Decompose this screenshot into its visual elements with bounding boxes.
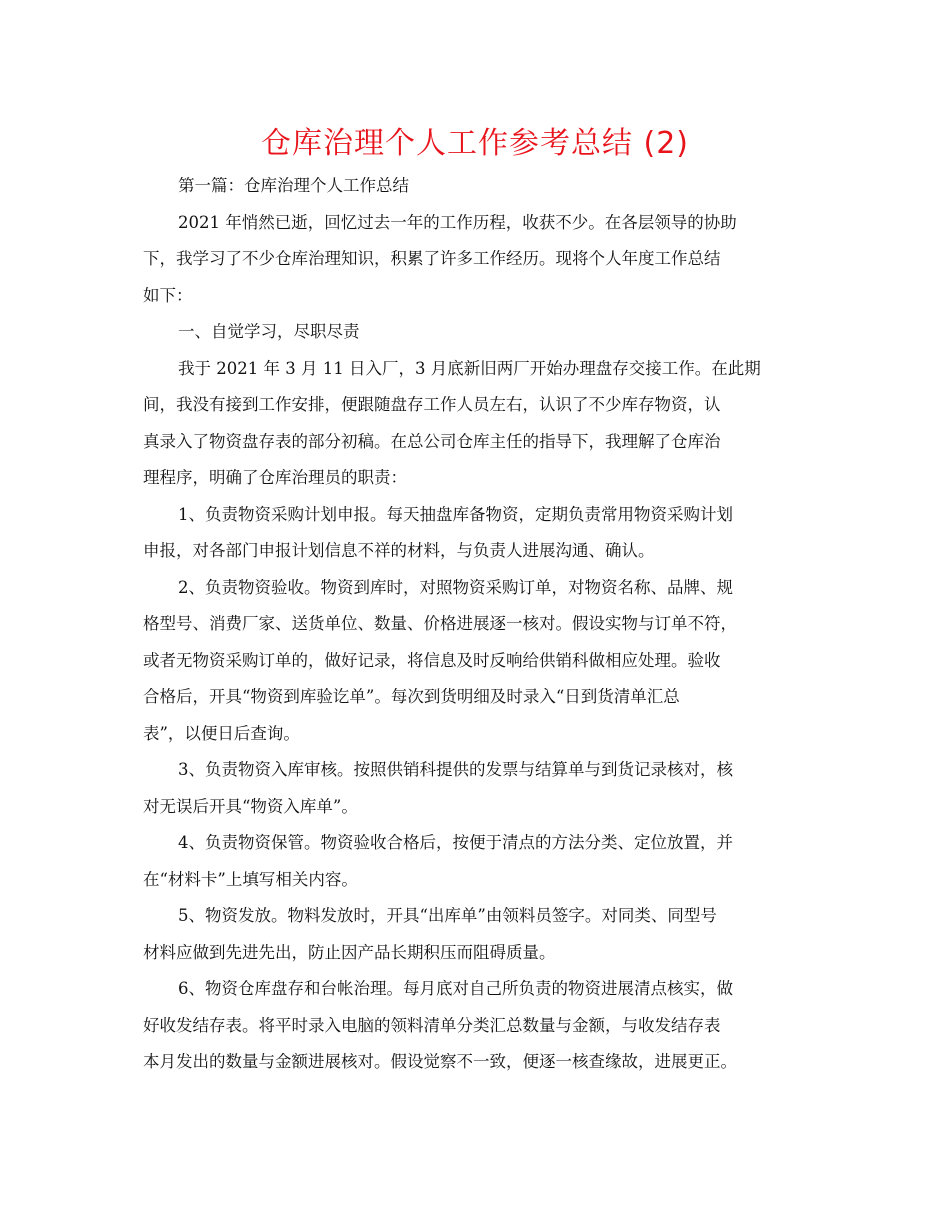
text-line: 格型号、消费厂家、送货单位、数量、价格进展逐一核对。假设实物与订单不符， xyxy=(143,614,737,633)
text-line: 1、负责物资采购计划申报。每天抽盘库备物资，定期负责常用物资采购计划 xyxy=(178,504,733,524)
text-line: 合格后，开具“物资到库验讫单”。每次到货明细及时录入“日到货清单汇总 xyxy=(143,687,680,706)
text-line: 对无误后开具“物资入库单”。 xyxy=(143,796,358,816)
section-heading: 一、自觉学习，尽职尽责 xyxy=(178,322,360,341)
text-line: 4、负责物资保管。物资验收合格后，按便于清点的方法分类、定位放置，并 xyxy=(178,833,733,852)
text-line: 我于 2021 年 3 月 11 日入厂，3 月底新旧两厂开始办理盘存交接工作。在此期 xyxy=(178,358,761,378)
text-line: 2、负责物资验收。物资到库时，对照物资采购订单，对物资名称、品牌、规 xyxy=(178,577,733,597)
text-line: 2021 年悄然已逝，回忆过去一年的工作历程，收获不少。在各层领导的协助 xyxy=(178,212,737,232)
text-line: 好收发结存表。将平时录入电脑的领料清单分类汇总数量与金额，与收发结存表 xyxy=(143,1015,721,1035)
text-line: 申报，对各部门申报计划信息不祥的材料，与负责人进展沟通、确认。 xyxy=(143,541,655,560)
document-title: 仓库治理个人工作参考总结 (2) xyxy=(260,126,690,161)
text-line: 间，我没有接到工作安排，便跟随盘存工作人员左右，认识了不少库存物资，认 xyxy=(143,395,721,414)
text-line: 表”，以便日后查询。 xyxy=(143,723,300,743)
section-heading: 第一篇：仓库治理个人工作总结 xyxy=(178,176,409,195)
text-line: 5、物资发放。物料发放时，开具“出库单”由领料员签字。对同类、同型号 xyxy=(178,906,717,925)
text-line: 本月发出的数量与金额进展核对。假设觉察不一致，便逐一核查缘故，进展更正。 xyxy=(143,1052,737,1071)
text-line: 如下： xyxy=(143,285,193,305)
text-line: 理程序，明确了仓库治理员的职责： xyxy=(143,468,407,487)
text-line: 在“材料卡”上填写相关内容。 xyxy=(143,869,358,889)
text-line: 6、物资仓库盘存和台帐治理。每月底对自己所负责的物资进展清点核实，做 xyxy=(178,979,733,998)
text-line: 下，我学习了不少仓库治理知识，积累了许多工作经历。现将个人年度工作总结 xyxy=(143,249,721,268)
text-line: 或者无物资采购订单的，做好记录，将信息及时反响给供销科做相应处理。验收 xyxy=(143,650,721,670)
document-body xyxy=(143,168,807,1081)
text-line: 真录入了物资盘存表的部分初稿。在总公司仓库主任的指导下，我理解了仓库治 xyxy=(143,431,721,451)
text-line: 3、负责物资入库审核。按照供销科提供的发票与结算单与到货记录核对，核 xyxy=(178,760,733,779)
text-line: 材料应做到先进先出，防止因产品长期积压而阻碍质量。 xyxy=(143,942,556,962)
